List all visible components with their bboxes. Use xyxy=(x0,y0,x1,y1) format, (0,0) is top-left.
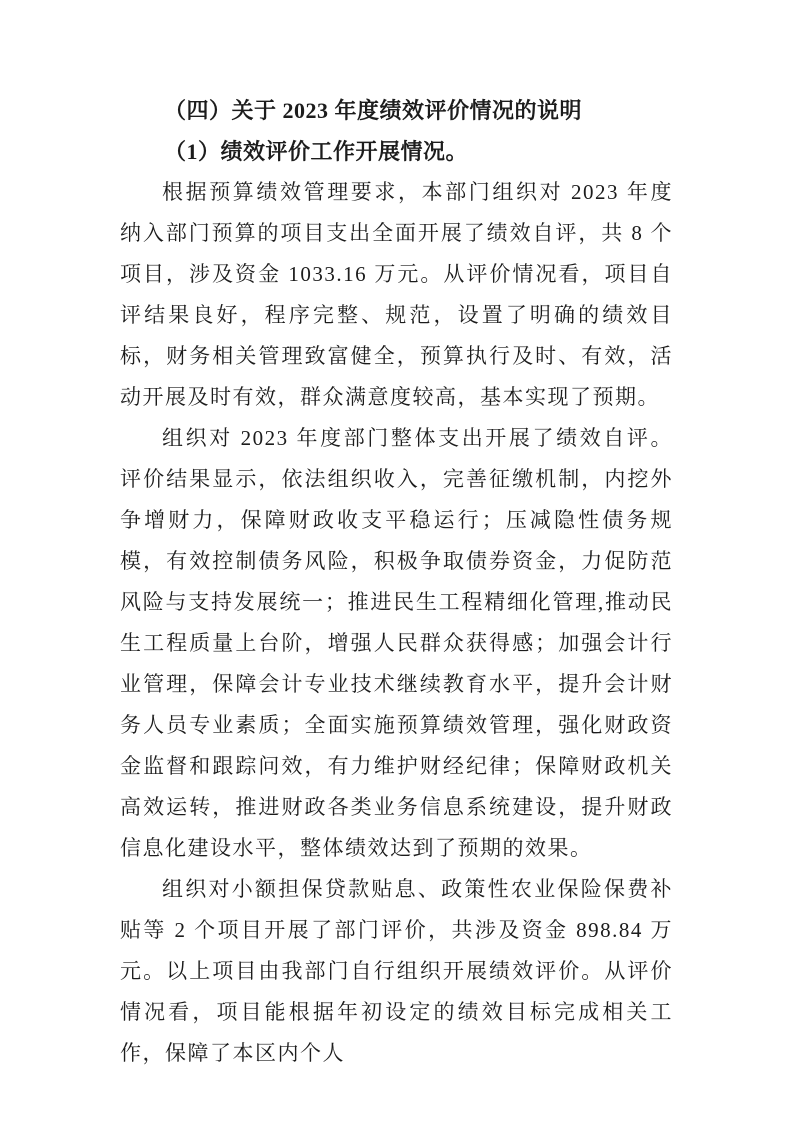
body-paragraph-2: 组织对 2023 年度部门整体支出开展了绩效自评。评价结果显示，依法组织收入，完善征缴机制，内挖外争增财力，保障财政收支平稳运行；压减隐性债务规模，有效控制债务风险，积极争取债券资金，力促防范风险与支持发展统一；推进民生工程精细化管理,推动民生工程质量上台阶，增强人民群众获得感；加强会计行业管理，保障会计专业技术继续教育水平，提升会计财务人员专业素质；全面实施预算绩效管理，强化财政资金监督和跟踪问效，有力维护财经纪律；保障财政机关高效运转，推进财政各类业务信息系统建设，提升财政信息化建设水平，整体绩效达到了预期的效果。 xyxy=(120,426,673,860)
section-heading: （四）关于 2023 年度绩效评价情况的说明 xyxy=(164,98,583,123)
body-paragraph-1: 根据预算绩效管理要求，本部门组织对 2023 年度纳入部门预算的项目支出全面开展了绩效自评，共 8 个项目，涉及资金 1033.16 万元。从评价情况看，项目自评结果良好，程序完整、规范，设置了明确的绩效目标，财务相关管理致富健全，预算执行及时、有效，活动开展及时有效，群众满意度较高，基本实现了预期。 xyxy=(120,180,673,409)
body-paragraph-3: 组织对小额担保贷款贴息、政策性农业保险保费补贴等 2 个项目开展了部门评价，共涉及资金 898.84 万元。以上项目由我部门自行组织开展绩效评价。从评价情况看，项目能根据年初设定的绩效目标完成相关工作，保障了本区内个人 xyxy=(120,877,673,1065)
subsection-heading: （1）绩效评价工作开展情况。 xyxy=(164,139,469,164)
